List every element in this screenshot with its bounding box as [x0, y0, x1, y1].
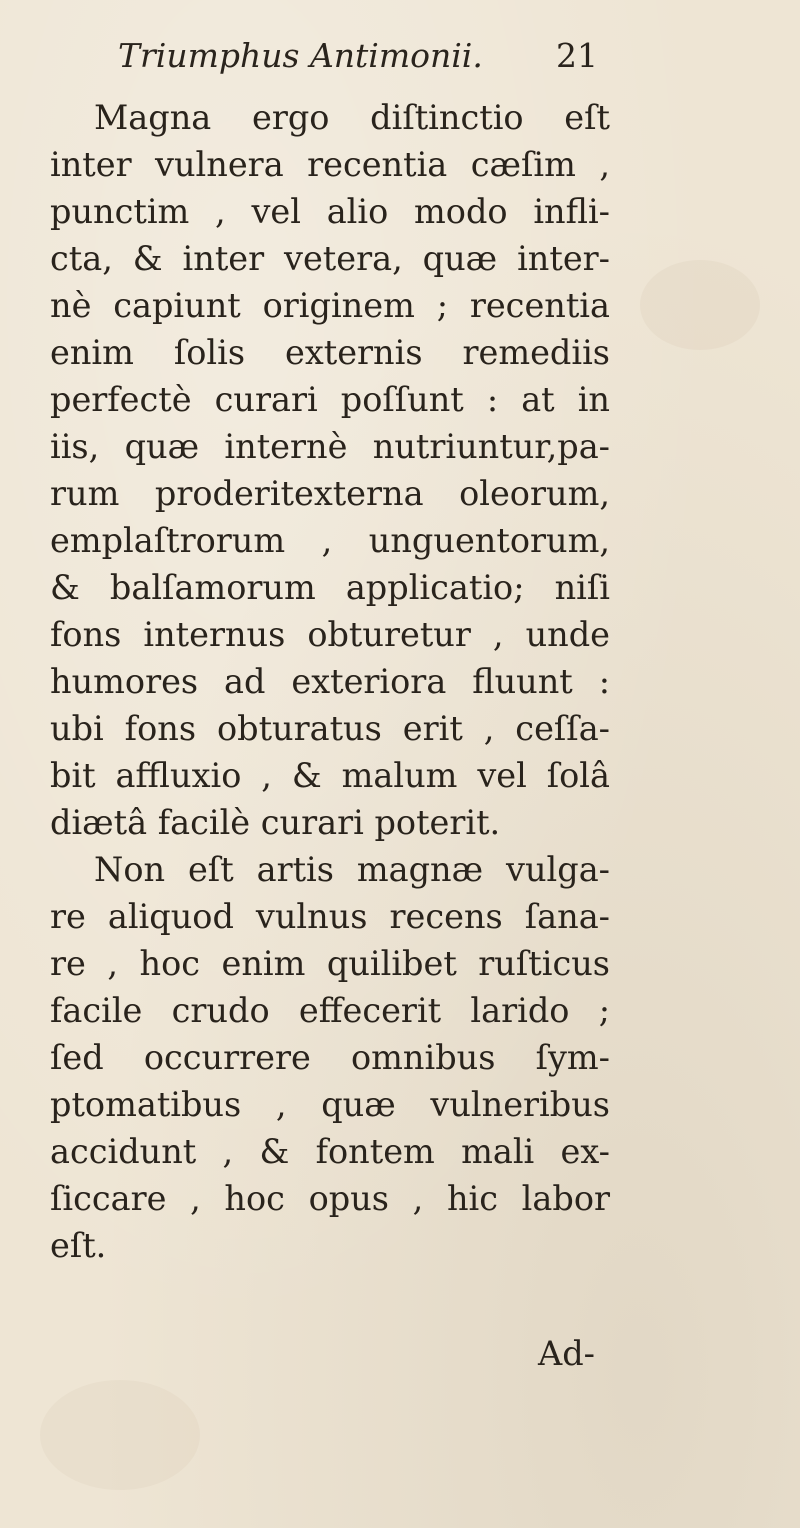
text-line: ubi fons obturatus erit , ceſſa-	[50, 709, 610, 748]
text-line: eſt.	[50, 1226, 107, 1265]
paper-stain	[640, 260, 760, 350]
text-line: rum proderitexterna oleorum,	[50, 474, 610, 513]
page-number: 21	[556, 36, 598, 75]
text-line: inter vulnera recentia cæſim ,	[50, 145, 610, 184]
text-line: ſiccare , hoc opus , hic labor	[50, 1179, 610, 1218]
text-line: perfectè curari poſſunt : at in	[50, 380, 610, 419]
text-line: re aliquod vulnus recens ſana-	[50, 897, 610, 936]
page-header	[118, 36, 598, 84]
text-line: humores ad exteriora fluunt :	[50, 662, 610, 701]
text-line: nè capiunt originem ; recentia	[50, 286, 610, 325]
text-line: fons internus obturetur , unde	[50, 615, 610, 654]
running-title: Triumphus Antimonii.	[118, 36, 483, 75]
text-line: & balſamorum applicatio; niſi	[50, 568, 610, 607]
text-line: emplaſtrorum , unguentorum,	[50, 521, 610, 560]
text-line: Magna ergo diſtinctio eſt	[94, 98, 610, 137]
text-line: bit affluxio , & malum vel ſolâ	[50, 756, 610, 795]
paper-stain	[40, 1380, 200, 1490]
text-line: enim ſolis externis remediis	[50, 333, 610, 372]
text-line: iis, quæ internè nutriuntur,pa-	[50, 427, 610, 466]
text-line: ptomatibus , quæ vulneribus	[50, 1085, 610, 1124]
text-line: diætâ facilè curari poterit.	[50, 803, 501, 842]
text-line: facile crudo effecerit larido ;	[50, 991, 610, 1030]
text-line: punctim , vel alio modo infli-	[50, 192, 610, 231]
text-line: Non eſt artis magnæ vulga-	[94, 850, 610, 889]
body-text	[50, 94, 610, 1269]
text-line: ſed occurrere omnibus ſym-	[50, 1038, 610, 1077]
text-line: cta, & inter vetera, quæ inter-	[50, 239, 610, 278]
text-line: re , hoc enim quilibet ruſticus	[50, 944, 610, 983]
text-line: accidunt , & fontem mali ex-	[50, 1132, 610, 1171]
catchword: Ad-	[538, 1334, 595, 1373]
